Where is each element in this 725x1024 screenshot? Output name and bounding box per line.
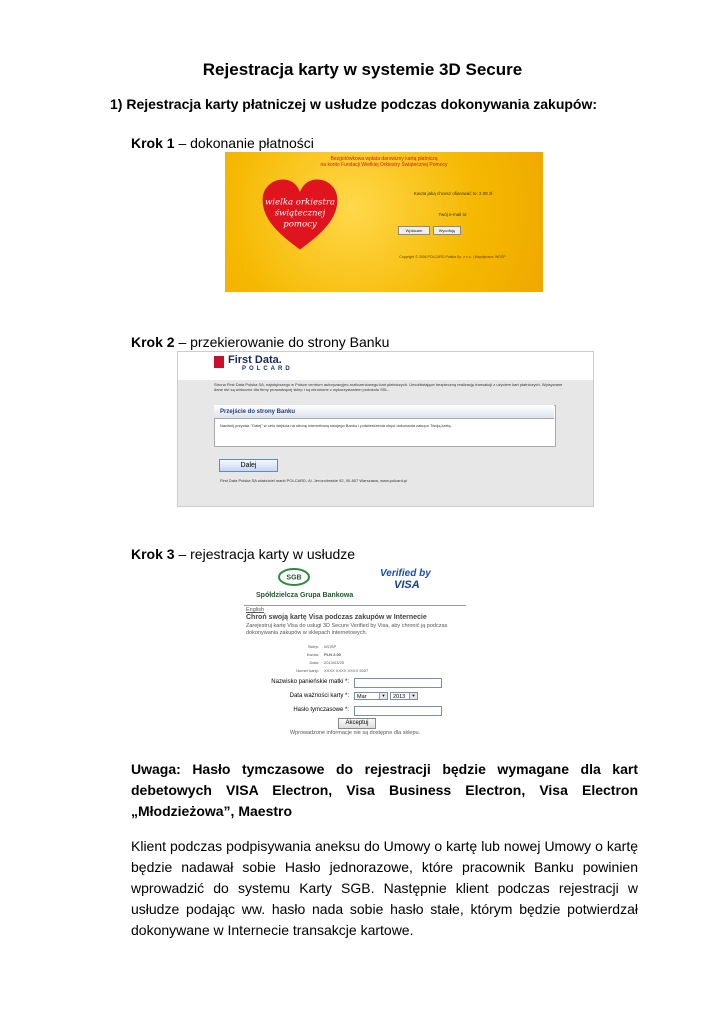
step-2-text: – przekierowanie do strony Banku — [174, 334, 390, 350]
step-1-label: Krok 1 — [131, 135, 175, 151]
info-text: Wprowadzone informacje nie są dostępne dla sklepu. — [289, 730, 421, 736]
document-title: Rejestracja karty w systemie 3D Secure — [202, 60, 523, 79]
logo-subtext: POLCARD — [242, 366, 293, 372]
visa-logo-text: VISA — [394, 579, 420, 591]
detail-value: XXXX XXXX XXXX 5007 — [324, 668, 369, 673]
intro-text: Strona First Data Polska SA, największego w Polsce centrum autoryzacyjno-rozliczeniowego kart płatniczych. Umożliwiające bezpieczną realizację transakcji z użyciem kart płatniczych. Wpisywane dane nie są widoczne dla firmy prowadzącej sklep i są chronione z wykorzystaniem protokołu SSL. — [214, 382, 563, 392]
screenshot-registration — [244, 567, 466, 742]
temp-password-label: Hasło tymczasowe *: — [293, 707, 349, 713]
verified-by-text: Verified by — [380, 568, 431, 579]
detail-label: Kwota: — [306, 652, 319, 657]
pay-button[interactable]: Wpłacam — [398, 226, 430, 235]
footer-text: First Data Polska SA właściciel marki POLCARD, Al. Jerozolimskie 92, 00-807 Warszawa, www.polcard.pl — [220, 478, 408, 483]
first-data-logo — [228, 354, 293, 372]
detail-label: Sklep: — [307, 644, 319, 649]
accept-button[interactable]: Akceptuj — [338, 718, 376, 729]
chevron-down-icon: ▼ — [379, 693, 387, 699]
step-1 — [131, 135, 314, 151]
svg-text:świątecznej: świątecznej — [274, 208, 326, 219]
step-2 — [131, 334, 389, 350]
maiden-name-input[interactable] — [354, 678, 442, 688]
screenshot-payment — [225, 152, 543, 292]
expiry-year-value: 2013 — [393, 694, 406, 700]
expiry-month-value: Mar — [357, 694, 367, 700]
warning-note: Uwaga: Hasło tymczasowe do rejestracji będzie wymagane dla kart debetowych VISA Electron, Visa Business Electron, Visa Electron „Młodzieżowa”, Maestro — [131, 761, 638, 819]
wosp-header-line2: na konto Fundacji Wielkiej Orkiestry Świątecznej Pomocy — [320, 162, 448, 168]
email-label: Twój e-mail to: — [438, 212, 468, 217]
cancel-button[interactable]: Wycofuję — [433, 226, 461, 235]
step-3 — [131, 546, 355, 562]
amount-text: Kwota jaką chcesz ofiarować to: 2.00 zł — [413, 191, 493, 196]
temp-password-input[interactable] — [354, 706, 442, 716]
redirect-box-title: Przejście do strony Banku — [220, 409, 296, 415]
maiden-name-label: Nazwisko panieńskie matki *: — [271, 679, 349, 685]
detail-value: WOŚP — [324, 644, 337, 649]
wosp-header — [225, 156, 543, 168]
wosp-header-line1: Bezgotówkowa wpłata darowizny kartą płatniczą — [330, 156, 438, 162]
expiry-year-select[interactable] — [390, 692, 418, 700]
chevron-down-icon: ▼ — [409, 693, 417, 699]
next-button[interactable]: Dalej — [219, 459, 278, 472]
detail-value: 2013/03/25 — [324, 660, 345, 665]
detail-value: PLN 2.00 — [324, 652, 341, 657]
wosp-heart-logo — [261, 178, 339, 252]
expiry-label: Data ważności karty *: — [289, 693, 349, 699]
svg-text:wielka orkiestra: wielka orkiestra — [264, 197, 336, 208]
redirect-box-text: Naciśnij przycisk "Dalej" w celu wejścia na stronę internetową swojego Banku i potwierdzenia chęci dokonania zakupu Twoją kartą. — [220, 423, 452, 428]
screenshot-bank-redirect — [177, 351, 594, 507]
registration-heading: Chroń swoją kartę Visa podczas zakupów w Internecie — [246, 614, 427, 621]
step-3-text: – rejestracja karty w usłudze — [174, 546, 356, 562]
svg-text:pomocy: pomocy — [283, 219, 317, 230]
detail-label: Numer karty: — [296, 668, 319, 673]
first-data-mark-icon — [214, 356, 224, 368]
logo-text: First Data. — [228, 354, 282, 366]
expiry-month-select[interactable] — [354, 692, 388, 700]
body-paragraph: Klient podczas podpisywania aneksu do Umowy o kartę lub nowej Umowy o kartę będzie nadawał sobie Hasło jednorazowe, które pracownik Banku powinien wprowadzić do systemu Karty SGB. Następnie klient podczas rejestracji w usłudze podając ww. hasło nada sobie hasło stałe, którym będzie potwierdzał dokonywane w Internecie transakcje kartowe. — [131, 838, 638, 938]
registration-subtext: Zarejestruj kartę Visa do usługi 3D Secure Verified by Visa, aby chronić ją podczas dokonywania zakupów w sklepach internetowych. — [246, 623, 448, 636]
section-heading: 1) Rejestracja karty płatniczej w usłudze podczas dokonywania zakupów: — [110, 96, 598, 112]
english-link[interactable]: English — [246, 607, 265, 613]
step-2-label: Krok 2 — [131, 334, 175, 350]
sgb-logo-icon — [278, 567, 310, 587]
step-3-label: Krok 3 — [131, 546, 175, 562]
sgb-logo-abbr: SGB — [286, 574, 302, 582]
divider — [244, 605, 466, 606]
copyright-text: Copyright © 2006 POLCARD Polska Sp. z o.o. | Współpraca: WOŚP — [399, 255, 506, 259]
step-1-text: – dokonanie płatności — [174, 135, 314, 151]
detail-label: Data: — [309, 660, 319, 665]
bank-name: Spółdzielcza Grupa Bankowa — [256, 592, 354, 599]
